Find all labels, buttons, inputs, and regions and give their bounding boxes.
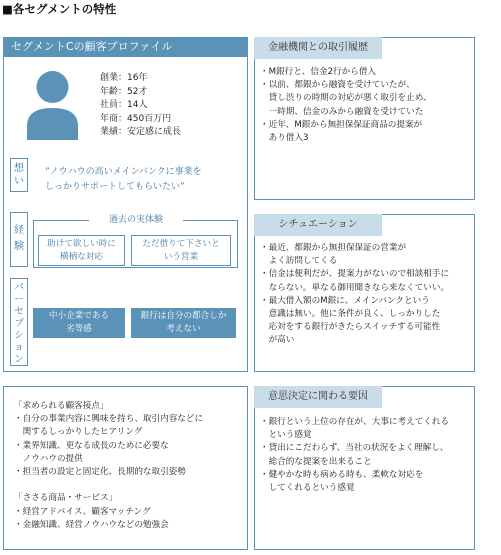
- perception-item-2: 銀行は自分の都合しか 考えない: [131, 308, 236, 338]
- points-line-6: ・担当者の設定と固定化、長期的な取引姿勢: [14, 467, 186, 478]
- stat-employees: 社員：14人: [100, 100, 148, 110]
- stat-revenue: 年商：450百万円: [100, 113, 172, 124]
- points-line-2: ・自分の事業内容に興味を持ち、取引内容などに: [14, 414, 204, 425]
- page-title: ■各セグメントの特性: [2, 2, 117, 16]
- perception-item-1: 中小企業である 劣等感: [33, 308, 125, 338]
- stat-founded: 創業：16年: [100, 73, 148, 83]
- stat-age: 年齢：52才: [100, 86, 148, 97]
- points-line-3: 関するしっかりしたヒアリング: [14, 427, 143, 438]
- experience-box-topline-right: [183, 220, 238, 221]
- points-line-5: ノウハウの提供: [14, 453, 83, 464]
- decision-header: 意思決定に関わる要因: [254, 386, 382, 408]
- label-perception: パーセプション: [10, 278, 28, 366]
- points-line-10: ・金融知識、経営ノウハウなどの勉強会: [14, 519, 169, 530]
- omoi-quote: [45, 165, 202, 195]
- profile-header: セグメントCの顧客プロファイル: [3, 37, 248, 57]
- person-silhouette-icon: [25, 68, 80, 140]
- history-text: ・M銀行と、信金2行から借入 ・以前、都銀から融資を受けていたが、 貸し渋りの時期の対応が悪く取引を止め、 一時期、信金のみから融資を受けていた ・近年、M銀から無担保保証商品の提案が あり借入3: [260, 67, 432, 144]
- situation-header: シチュエーション: [254, 214, 382, 236]
- points-text: [14, 400, 203, 532]
- label-keiken: 経験: [10, 212, 28, 267]
- profile-stats: [100, 72, 181, 140]
- history-header: 金融機関との取引履歴: [254, 37, 382, 59]
- experience-item-1: 助けて欲しい時に 横柄な対応: [38, 235, 125, 266]
- decision-text: ・銀行という上位の存在が、大事に考えてくれる という感覚 ・貸出にこだわらず、当社の状況をよく理解し、 総合的な提案を出来ること ・健やかな時も病める時も、柔軟な対応を してくれるという感覚: [260, 417, 450, 494]
- situation-text: ・最近、都銀から無担保保証の営業が よく訪問してくる ・信金は便利だが、提案力がないので相談相手に ならない。単なる御用聞きなら来なくていい。 ・最大借入額のM銀に、メインバンクという 意識は無い。他に条件が良く、しっかりした 応対をする銀行がきたらスイッチする可能性 が高い: [260, 243, 450, 346]
- points-line-8: 「ささる商品・サービス」: [14, 493, 118, 504]
- experience-item-2: ただ借りて下さいと いう営業: [131, 235, 231, 266]
- omoi-quote-line-1: ”ノウハウの高いメインバンクに事業を: [45, 167, 202, 177]
- omoi-quote-line-2: しっかりサポートしてもらいたい”: [45, 182, 185, 192]
- label-omoi: 想い: [10, 158, 28, 192]
- experience-box-title: 過去の実体験: [108, 215, 163, 225]
- points-line-7: [14, 479, 203, 492]
- experience-box-topline-left: [33, 220, 89, 221]
- points-line-4: ・業界知識、更なる成長のために必要な: [14, 440, 169, 451]
- stat-performance: 業績：安定感に成長: [100, 127, 182, 137]
- points-line-9: ・経営アドバイス、顧客マッチング: [14, 506, 151, 517]
- points-line-1: 「求められる顧客接点」: [14, 401, 109, 411]
